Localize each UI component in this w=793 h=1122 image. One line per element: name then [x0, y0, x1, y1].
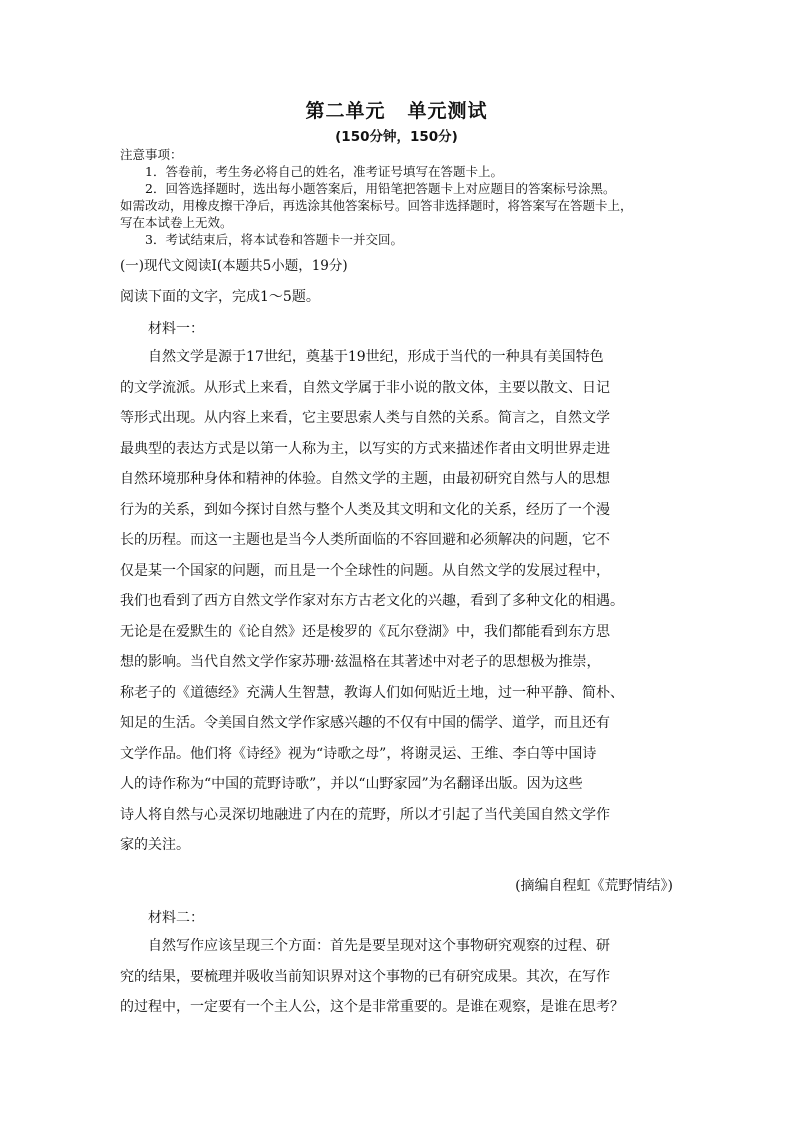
time-and-score: (150分钟，150分)	[335, 129, 458, 145]
material-1-line: 自然环境那种身体和精神的体验。自然文学的主题，由最初研究自然与人的思想	[120, 471, 610, 487]
note-item-1: 1．答卷前，考生务必将自己的姓名，准考证号填写在答题卡上。	[145, 164, 503, 179]
note-item-3: 3．考试结束后，将本试卷和答题卡一并交回。	[145, 232, 403, 247]
material-1-line: 想的影响。当代自然文学作家苏珊·兹温格在其著述中对老子的思想极为推崇，	[120, 654, 601, 670]
note-item-2-line-1: 2．回答选择题时，选出每小题答案后，用铅笔把答题卡上对应题目的答案标号涂黑。	[145, 181, 616, 196]
material-1-source: (摘编自程虹《荒野情结》)	[515, 878, 673, 894]
material-1-label: 材料一：	[148, 321, 204, 337]
material-1-line: 诗人将自然与心灵深切地融进了内在的荒野，所以才引起了当代美国自然文学作	[120, 806, 610, 823]
page-title	[0, 96, 793, 123]
material-1-line: 行为的关系，到如今探讨自然与整个人类及其文明和文化的关系，经历了一个漫	[120, 501, 610, 518]
material-1-line: 人的诗作称为“中国的荒野诗歌”，并以“山野家园”为名翻译出版。因为这些	[120, 776, 583, 792]
exam-notes	[120, 146, 680, 248]
material-2-label: 材料二：	[148, 910, 204, 926]
material-1-line: 文学作品。他们将《诗经》视为“诗歌之母”，将谢灵运、王维、李白等中国诗	[120, 745, 597, 762]
material-2-line: 的过程中，一定要有一个主人公，这个是非常重要的。是谁在观察，是谁在思考？	[120, 999, 624, 1015]
material-1-line: 等形式出现。从内容上来看，它主要思索人类与自然的关系。简言之，自然文学	[120, 410, 610, 426]
material-1-line: 仅是某一个国家的问题，而且是一个全球性的问题。从自然文学的发展过程中，	[120, 562, 610, 579]
note-item-2-line-3: 写在本试卷上无效。	[120, 215, 233, 230]
material-1-line: 自然文学是源于17世纪，奠基于19世纪，形成于当代的一种具有美国特色	[148, 349, 604, 365]
reading-prompt: 阅读下面的文字，完成1～5题。	[120, 289, 320, 305]
material-1-line: 家的关注。	[120, 837, 190, 853]
material-1-line: 我们也看到了西方自然文学作家对东方古老文化的兴趣，看到了多种文化的相遇。	[120, 593, 624, 609]
material-1-line: 长的历程。而这一主题也是当今人类所面临的不容回避和必须解决的问题，它不	[120, 532, 610, 548]
material-1-line: 无论是在爱默生的《论自然》还是梭罗的《瓦尔登湖》中，我们都能看到东方思	[120, 623, 610, 640]
material-1-line: 知足的生活。令美国自然文学作家感兴趣的不仅有中国的儒学、道学，而且还有	[120, 715, 610, 731]
section-heading: (一)现代文阅读Ⅰ(本题共5小题，19分)	[120, 258, 348, 274]
material-2-line: 自然写作应该呈现三个方面：首先是要呈现对这个事物研究观察的过程、研	[148, 938, 610, 954]
material-2-line: 究的结果，要梳理并吸收当前知识界对这个事物的已有研究成果。其次，在写作	[120, 968, 610, 985]
material-1-line: 最典型的表达方式是以第一人称为主，以写实的方式来描述作者由文明世界走进	[120, 440, 610, 457]
material-2-text	[120, 931, 680, 1023]
material-1-line: 的文学流派。从形式上来看，自然文学属于非小说的散文体，主要以散文、日记	[120, 379, 610, 396]
title-part-2: 单元测试	[407, 100, 488, 122]
material-1-line: 称老子的《道德经》充满人生智慧，教诲人们如何贴近土地，过一种平静、简朴、	[120, 684, 624, 701]
notes-heading: 注意事项：	[120, 147, 183, 162]
material-1-text	[120, 342, 680, 861]
note-item-2-line-2: 如需改动，用橡皮擦干净后，再选涂其他答案标号。回答非选择题时，将答案写在答题卡上，	[120, 198, 633, 213]
title-part-1: 第二单元	[305, 100, 386, 122]
